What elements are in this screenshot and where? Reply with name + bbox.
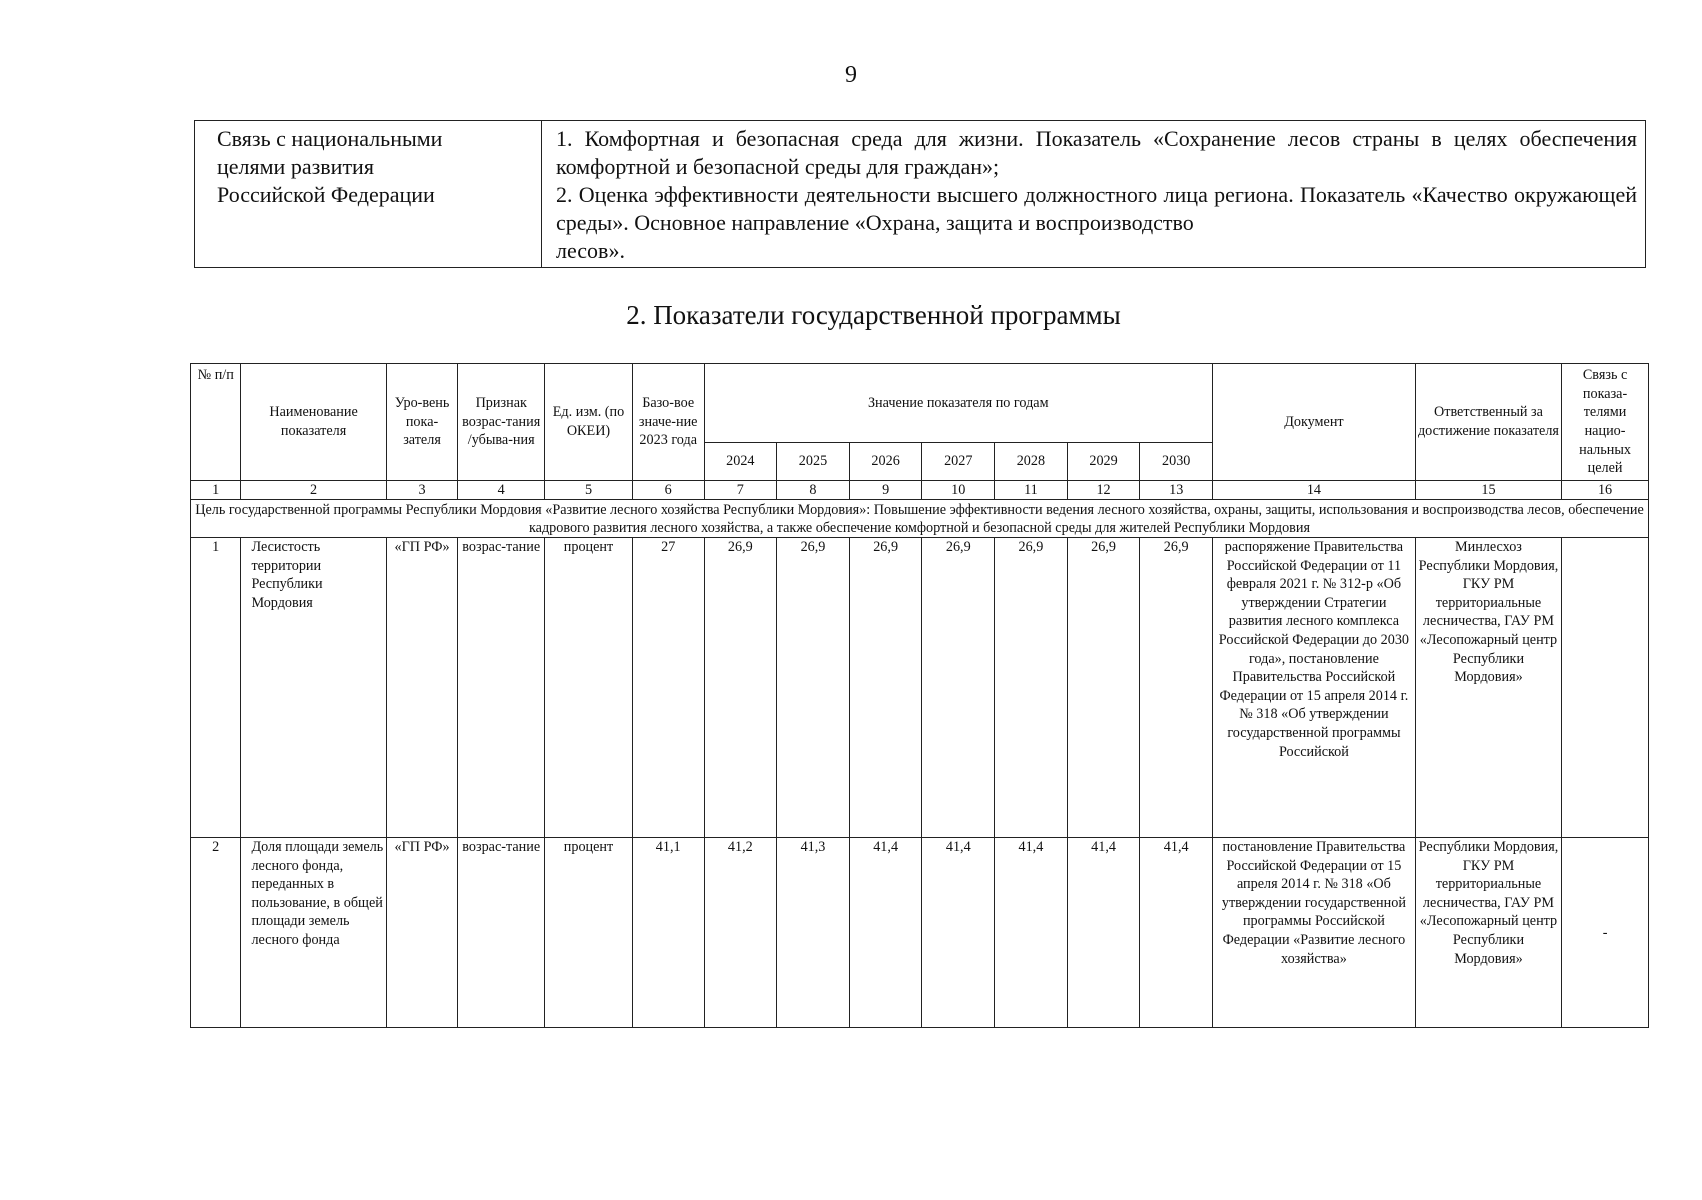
national-goals-label (195, 121, 542, 268)
row-document: постановление Правительства Российской Федерации от 15 апреля 2014 г. № 318 «Об утверждении государственной программы Российской Федерации «Развитие лесного хозяйства» (1213, 838, 1416, 1028)
column-number: 6 (632, 481, 704, 500)
header-year: 2024 (704, 443, 777, 481)
program-goal: Цель государственной программы Республики Мордовия «Развитие лесного хозяйства Республики Мордовия»: Повышение эффективности ведения лесного хозяйства, охраны, защиты, использования и воспроизводства лесов, обеспечение кадрового развития лесного хозяйства, а также обеспечение комфортной и безопасной среды для жителей Республики Мордовия (191, 500, 1649, 538)
national-goals-label-line: целями развития (217, 154, 374, 179)
column-number: 12 (1067, 481, 1140, 500)
row-value-2026: 41,4 (849, 838, 922, 1028)
row-level: «ГП РФ» (386, 838, 458, 1028)
header-year: 2030 (1140, 443, 1213, 481)
national-goals-paragraph: лесов». (556, 238, 625, 263)
national-goals-paragraph: 1. Комфортная и безопасная среда для жизни. Показатель «Сохранение лесов страны в целях обеспечения комфортной и безопасной среды для граждан»; (556, 126, 1637, 179)
column-number: 14 (1213, 481, 1416, 500)
section-title: 2. Показатели государственной программы (626, 300, 1121, 330)
column-number: 4 (458, 481, 545, 500)
column-number: 1 (191, 481, 241, 500)
column-number: 2 (241, 481, 386, 500)
column-number: 8 (777, 481, 850, 500)
column-number: 11 (995, 481, 1068, 500)
row-responsible: Минлесхоз Республики Мордовия, ГКУ РМ территориальные лесничества, ГАУ РМ «Лесопожарный центр Республики Мордовия» (1415, 538, 1561, 838)
row-value-2030: 26,9 (1140, 538, 1213, 838)
column-number: 13 (1140, 481, 1213, 500)
header-base: Базо-вое значе-ние 2023 года (632, 364, 704, 481)
row-link (1562, 538, 1649, 838)
row-unit: процент (545, 538, 633, 838)
row-responsible: Республики Мордовия, ГКУ РМ территориальные лесничества, ГАУ РМ «Лесопожарный центр Республики Мордовия» (1415, 838, 1561, 1028)
national-goals-row (195, 121, 1646, 268)
row-link-value: - (1602, 925, 1608, 941)
header-document: Документ (1213, 364, 1416, 481)
row-trend: возрас-тание (458, 538, 545, 838)
row-base: 27 (632, 538, 704, 838)
column-number: 15 (1415, 481, 1561, 500)
header-level: Уро-вень пока-зателя (386, 364, 458, 481)
row-value-2029: 41,4 (1067, 838, 1140, 1028)
header-trend: Признак возрас-тания /убыва-ния (458, 364, 545, 481)
row-value-2024: 41,2 (704, 838, 777, 1028)
row-value-2025: 41,3 (777, 838, 850, 1028)
row-name: Лесистость территории Республики Мордовия (241, 538, 386, 838)
row-name: Доля площади земель лесного фонда, переданных в пользование, в общей площади земель лесного фонда (241, 838, 386, 1028)
row-value-2024: 26,9 (704, 538, 777, 838)
header-num: № п/п (191, 364, 241, 481)
column-numbers-row (191, 481, 1649, 500)
column-number: 3 (386, 481, 458, 500)
row-value-2030: 41,4 (1140, 838, 1213, 1028)
header-name: Наименование показателя (241, 364, 386, 481)
national-goals-label-line: Российской Федерации (217, 182, 435, 207)
row-value-2025: 26,9 (777, 538, 850, 838)
column-number: 16 (1562, 481, 1649, 500)
table-row (191, 838, 1649, 1028)
row-value-2028: 41,4 (995, 838, 1068, 1028)
column-number: 7 (704, 481, 777, 500)
header-row (191, 364, 1649, 443)
row-value-2026: 26,9 (849, 538, 922, 838)
row-base: 41,1 (632, 838, 704, 1028)
header-year: 2028 (995, 443, 1068, 481)
row-value-2028: 26,9 (995, 538, 1068, 838)
table-row (191, 538, 1649, 838)
row-num: 1 (191, 538, 241, 838)
national-goals-paragraph: 2. Оценка эффективности деятельности высшего должностного лица региона. Показатель «Качество окружающей среды». Основное направление «Охрана, защита и воспроизводство (556, 182, 1637, 235)
header-unit: Ед. изм. (по ОКЕИ) (545, 364, 633, 481)
row-num: 2 (191, 838, 241, 1028)
row-level: «ГП РФ» (386, 538, 458, 838)
header-year: 2029 (1067, 443, 1140, 481)
page-number: 9 (845, 62, 857, 88)
national-goals-value (542, 121, 1646, 268)
row-document: распоряжение Правительства Российской Федерации от 11 февраля 2021 г. № 312-р «Об утверждении Стратегии развития лесного комплекса Российской Федерации до 2030 года», постановление Правительства Российской Федерации от 15 апреля 2014 г. № 318 «Об утверждении государственной программы Российской (1213, 538, 1416, 838)
header-values-by-year: Значение показателя по годам (704, 364, 1213, 443)
column-number: 5 (545, 481, 633, 500)
national-goals-label-line: Связь с национальными (217, 126, 443, 151)
column-number: 10 (922, 481, 995, 500)
row-unit: процент (545, 838, 633, 1028)
header-link: Связь с показа-телями нацио-нальных целей (1562, 364, 1649, 481)
column-number: 9 (849, 481, 922, 500)
row-value-2027: 26,9 (922, 538, 995, 838)
row-trend: возрас-тание (458, 838, 545, 1028)
national-goals-table (194, 120, 1646, 268)
header-year: 2025 (777, 443, 850, 481)
header-responsible: Ответственный за достижение показателя (1415, 364, 1561, 481)
row-link (1562, 838, 1649, 1028)
header-year: 2026 (849, 443, 922, 481)
row-value-2029: 26,9 (1067, 538, 1140, 838)
goal-row (191, 500, 1649, 538)
header-year: 2027 (922, 443, 995, 481)
row-value-2027: 41,4 (922, 838, 995, 1028)
indicators-table (190, 363, 1649, 1028)
